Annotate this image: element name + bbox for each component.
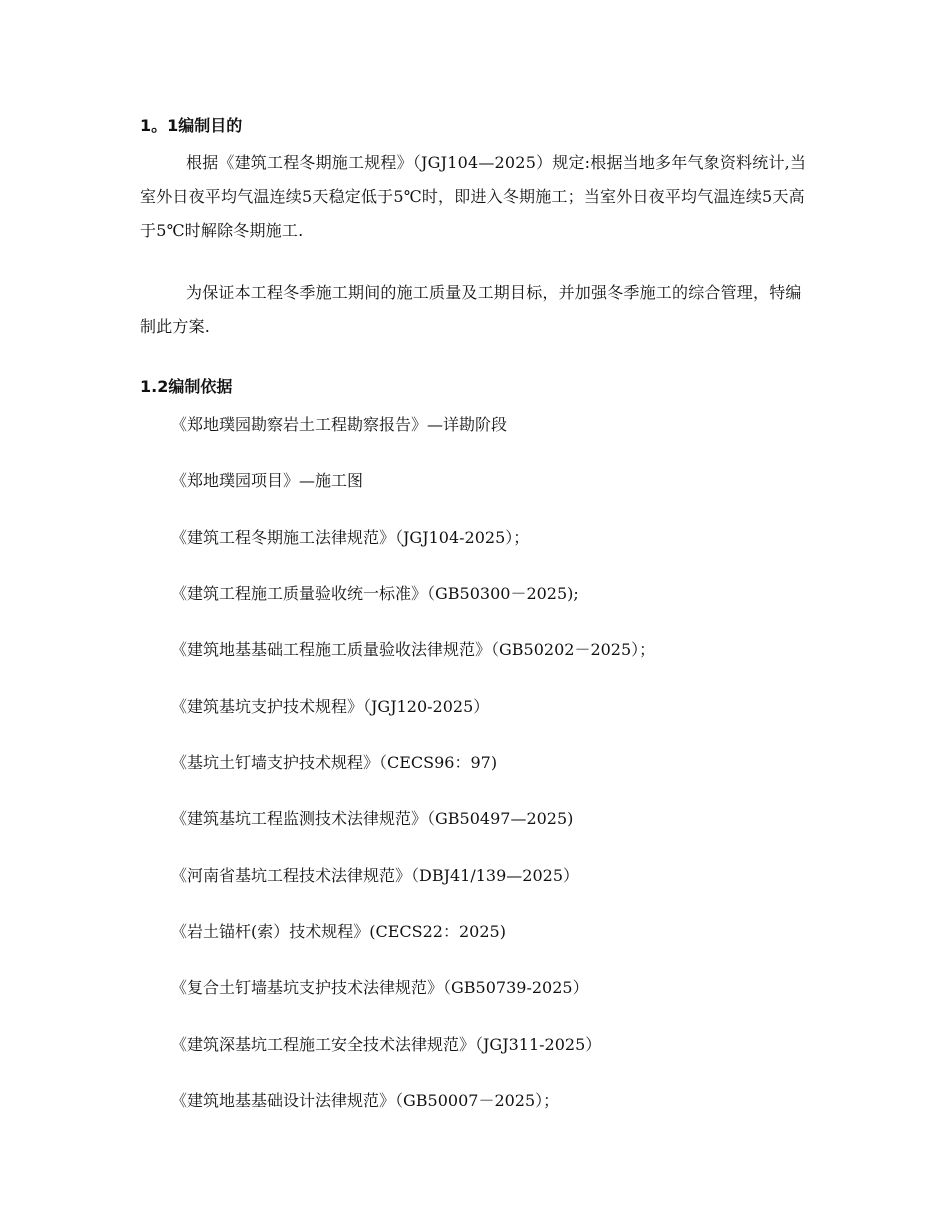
reference-item: 《建筑地基基础工程施工质量验收法律规范》（GB50202－2025）； (171, 640, 656, 659)
section-heading-basis: 1.2编制依据 (140, 377, 233, 396)
reference-item: 《建筑工程施工质量验收统一标准》（GB50300－2025); (171, 584, 579, 603)
reference-item: 《郑地璞园项目》—施工图 (171, 471, 364, 490)
paragraph-winter-construction-rule: 根据《建筑工程冬期施工规程》（JGJ104—2025）规定:根据当地多年气象资料统计,当室外日夜平均气温连续5天稳定低于5℃时，即进入冬期施工；当室外日夜平均气温连续5天高于5℃时解除冬期施工. (140, 153, 807, 240)
reference-item: 《河南省基坑工程技术法律规范》（DBJ41/139—2025） (171, 866, 580, 885)
reference-item: 《复合土钉墙基坑支护技术法律规范》（GB50739-2025） (171, 978, 589, 997)
paragraph-plan-purpose: 为保证本工程冬季施工期间的施工质量及工期目标，并加强冬季施工的综合管理，特编制此方案. (140, 283, 802, 336)
reference-item: 《基坑土钉墙支护技术规程》（CECS96：97) (171, 753, 498, 772)
reference-item: 《建筑基坑支护技术规程》（JGJ120-2025） (171, 697, 490, 716)
reference-item: 《岩土锚杆(索）技术规程》(CECS22：2025) (171, 922, 506, 941)
reference-item: 《建筑工程冬期施工法律规范》（JGJ104-2025）； (171, 528, 530, 547)
reference-item: 《建筑基坑工程监测技术法律规范》（GB50497—2025) (171, 809, 574, 828)
reference-item: 《郑地璞园勘察岩土工程勘察报告》—详勘阶段 (171, 415, 508, 434)
reference-item: 《建筑深基坑工程施工安全技术法律规范》（JGJ311-2025） (171, 1035, 602, 1054)
reference-item: 《建筑地基基础设计法律规范》（GB50007－2025）； (171, 1091, 560, 1110)
section-heading-purpose: 1。1编制目的 (140, 116, 243, 135)
